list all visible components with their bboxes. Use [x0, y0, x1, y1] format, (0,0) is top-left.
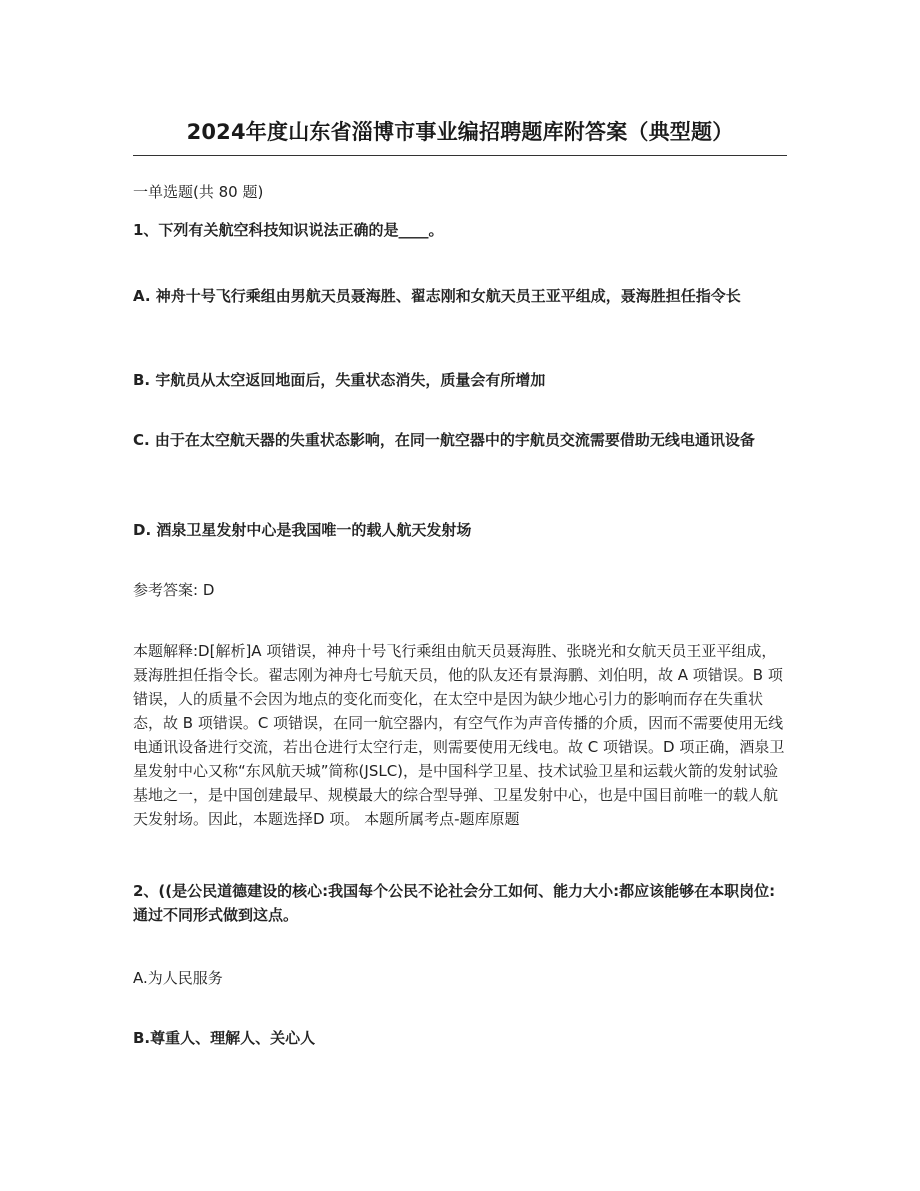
question-2-option-b: B.尊重人、理解人、关心人	[133, 1029, 316, 1047]
question-1-stem: 1、下列有关航空科技知识说法正确的是____。	[133, 221, 444, 239]
question-1-explanation: 本题解释:D[解析]A 项错误，神舟十号飞行乘组由航天员聂海胜、张晓光和女航天员王亚平组成，聂海胜担任指令长。翟志刚为神舟七号航天员，他的队友还有景海鹏、刘伯明，故 A 项错误。B 项错误，人的质量不会因为地点的变化而变化，在太空中是因为缺少地心引力的影响而存在失重状态，故 B 项错误。C 项错误，在同一航空器内，有空气作为声音传播的介质，因而不需要使用无线电通讯设备进行交流，若出仓进行太空行走，则需要使用无线电。故 C 项错误。D 项正确，酒泉卫星发射中心又称“东风航天城”简称(JSLC)，是中国科学卫星、技术试验卫星和运载火箭的发射试验基地之一，是中国创建最早、规模最大的综合型导弹、卫星发射中心，也是中国目前唯一的载人航天发射场。因此，本题选择D 项。 本题所属考点-题库原题	[133, 642, 785, 828]
question-1-option-b: B. 宇航员从太空返回地面后，失重状态消失，质量会有所增加	[133, 371, 546, 389]
section-heading: 一单选题(共 80 题)	[133, 183, 264, 201]
question-2-stem: 2、((是公民道德建设的核心:我国每个公民不论社会分工如何、能力大小:都应该能够在本职岗位:通过不同形式做到这点。	[133, 882, 776, 924]
question-1-option-a: A. 神舟十号飞行乘组由男航天员聂海胜、翟志刚和女航天员王亚平组成，聂海胜担任指令长	[133, 287, 741, 305]
document-title: 2024年度山东省淄博市事业编招聘题库附答案（典型题）	[186, 120, 734, 144]
question-1-option-c: C. 由于在太空航天器的失重状态影响，在同一航空器中的宇航员交流需要借助无线电通讯设备	[133, 431, 755, 449]
question-2-option-a: A.为人民服务	[133, 969, 223, 987]
question-1-answer: 参考答案: D	[133, 581, 215, 599]
question-1-option-d: D. 酒泉卫星发射中心是我国唯一的载人航天发射场	[133, 521, 472, 539]
title-divider	[133, 155, 787, 156]
